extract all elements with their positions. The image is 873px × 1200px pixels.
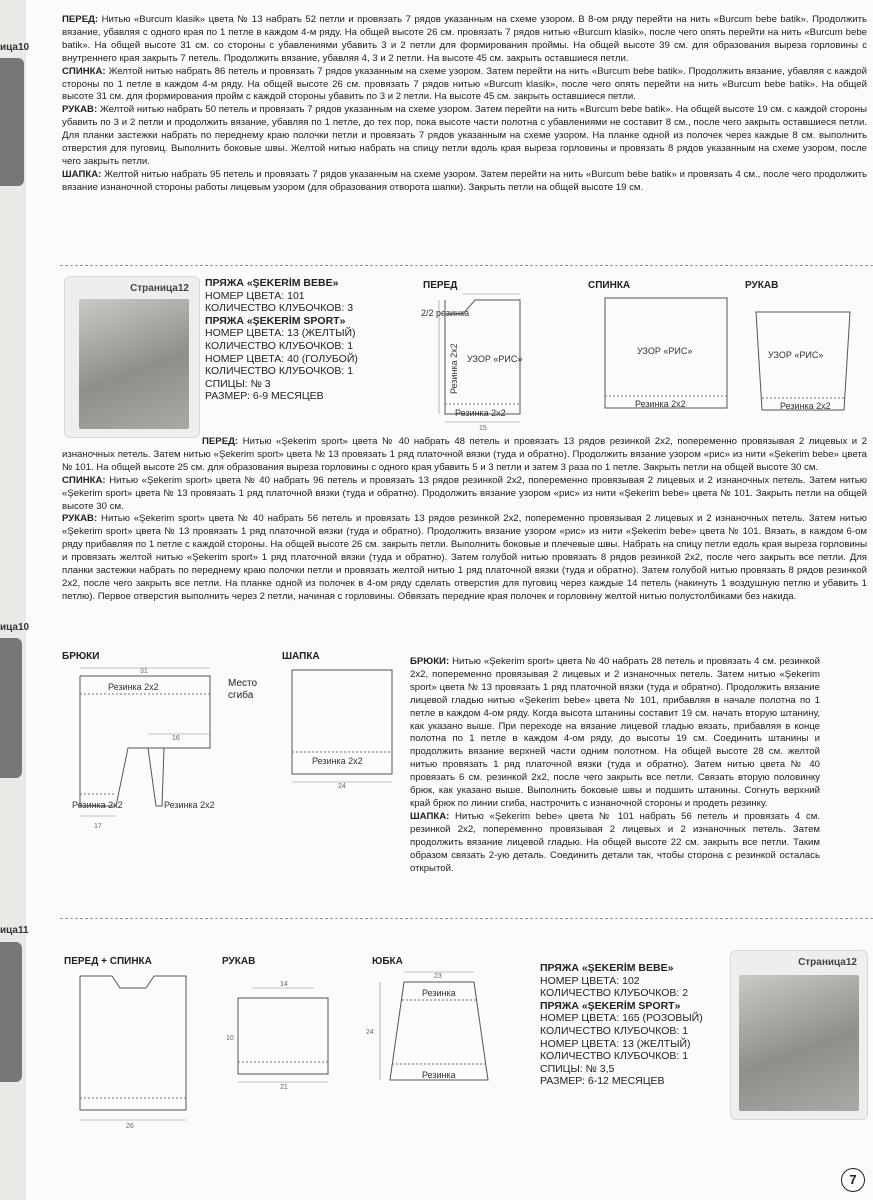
pants-waist-label: Резинка 2x2 (108, 682, 159, 692)
front-dim-bottom: 15 (479, 425, 487, 432)
instruction-back: СПИНКА: Нитью «Şekerim sport» цвета № 40 набрать 96 петель и провязать 13 рядов резинкой 2x2, попеременно провязывая 2 лицевых и 2 изнаночных петель. Затем нитью «Şekerim sport» цвета № 13 провязать 1 ряд платочной вязки (туда и обратно). Продолжить вязание узором «рис» из нити «Şekerim bebe» цвета № 101. Закрыть петли на общей высоте 30 см. (62, 474, 867, 512)
hat-bottom-label: Резинка 2x2 (312, 756, 363, 766)
sleeve-pattern-label: УЗОР «РИС» (768, 350, 824, 360)
yarn-line: ПРЯЖА «ŞEKERİM BEBE» (205, 277, 339, 289)
yarn-line: КОЛИЧЕСТВО КЛУБОЧКОВ: 3 (205, 302, 354, 315)
yarn-line: ПРЯЖА «ŞEKERİM SPORT» (540, 999, 681, 1012)
skirt-top-label: Резинка (422, 988, 456, 998)
pants-dim-mid: 16 (172, 735, 180, 742)
yarn-line: НОМЕР ЦВЕТА: 13 (ЖЕЛТЫЙ) (205, 327, 356, 340)
margin-tab-label: ица10 (0, 622, 30, 633)
yarn-line: НОМЕР ЦВЕТА: 40 (ГОЛУБОЙ) (205, 352, 358, 365)
diagram-title: ШАПКА (282, 651, 320, 662)
back-bottom-label: Резинка 2x2 (635, 399, 686, 409)
diagram-back (595, 292, 735, 417)
instruction-hat: ШАПКА: Нитью «Şekerim bebe» цвета № 101 набрать 56 петель и провязать 4 см. резинкой 2x2, попеременно провязывая 2 лицевых и 2 изнаночных петель. Затем продолжить вязание лицевой гладью. На общей высоте 22 см. закрыть все петли. Таким образом связать 2-ую деталь. Соединить детали так, чтобы сторона с резинкой осталась открытой. (410, 810, 820, 874)
section-divider (60, 265, 873, 266)
photo-baby-dress (730, 950, 868, 1120)
block-pants-instructions (410, 656, 820, 875)
page-number: 7 (841, 1168, 865, 1192)
photo-caption: Страница12 (798, 957, 857, 968)
diagram-front (415, 292, 550, 432)
pants-fold-label: Место сгиба (228, 678, 258, 701)
diagram-front-back (62, 970, 212, 1130)
instruction-pants: БРЮКИ: Нитью «Şekerim sport» цвета № 40 набрать 28 петель и провязать 4 см. резинкой 2x2, попеременно провязывая 2 лицевых и 2 изнаночных петель. Затем нитью «Şekerim sport» цвета № 13 провязать 1 ряд платочной вязки (туда и обратно). Продолжить вязание лицевой гладью нитью «Şekerim bebe» цвета № 101, прибавляя в начале полотна по 1 петле в каждом 4-ом ряду. Когда высота штанины составит 19 см. начать вторую штанину, как указано выше. При переходе на вязание лицевой гладью вязать, прибавляя в конце полотна по 1 петле в каждом 4-ом ряду, до высоты 19 см. Соединить штанины и продолжить вязание верхней части одним полотном. На общей высоте 28 см. желтой нитью провязать 1 ряд платочной вязки (туда и обратно). Затем нитью цвета № 40 провязать 6 см. резинкой 2x2, после чего закрыть все петли. Связать вторую половинку брюк, как указано выше. Выполнить боковые швы и подшить штанины. Согнуть верхний край брюк по линии сгиба, настрочить с изнаночной стороны и продеть резинку. (410, 656, 821, 809)
photo-baby-hat (64, 276, 200, 438)
diagram-title: БРЮКИ (62, 651, 100, 662)
margin-tab-label: ица11 (0, 925, 29, 936)
margin-tab-label: ица10 (0, 42, 30, 53)
diagram-sleeve-dress (222, 980, 342, 1090)
sleeve-dim-side: 10 (226, 1035, 234, 1042)
back-pattern-label: УЗОР «РИС» (637, 346, 693, 356)
diagram-sleeve (750, 298, 860, 418)
instruction-front: ПЕРЕД: Нитью «Şekerim sport» цвета № 40 набрать 48 петель и провязать 13 рядов резинкой 2x2, попеременно провязывая 2 лицевых и 2 изнаночных петель. Затем нитью «Şekerim sport» цвета № 13 провязать 1 ряд платочной вязки (туда и обратно). Продолжить вязание узором «рис» из нити «Şekerim bebe» цвета № 101. На общей высоте 25 см. для образования выреза горловины с одного края убавить 5 и 3 петли и затем 3 раза по 1 петле. Закрыть петли на общей высоте 30 см. (62, 436, 867, 473)
baby-photo-image (79, 299, 189, 429)
diagram-title: РУКАВ (745, 280, 779, 291)
yarn-line: НОМЕР ЦВЕТА: 101 (205, 289, 305, 302)
yarn-line: НОМЕР ЦВЕТА: 13 (ЖЕЛТЫЙ) (540, 1037, 691, 1050)
margin-photo-strip (0, 638, 22, 778)
skirt-dim-side: 24 (366, 1029, 374, 1036)
pants-leg-right-label: Резинка 2x2 (164, 800, 215, 810)
pants-dim-top: 31 (140, 668, 148, 675)
instruction-hat: ШАПКА: Желтой нитью набрать 95 петель и провязать 7 рядов указанным на схеме узором. Затем перейти на нить «Burcum bebe batik» и провязать 4 см., после чего продолжить вязание изнаночной стороны работы лицевым узором (для образования отворота шапки). Закрыть петли на общей высоте 19 см. (62, 168, 867, 193)
block-suit-instructions (62, 436, 867, 604)
pants-leg-left-label: Резинка 2x2 (72, 800, 123, 810)
yarn-line: КОЛИЧЕСТВО КЛУБОЧКОВ: 1 (205, 339, 354, 352)
margin-photo-strip (0, 58, 24, 186)
yarn-line: СПИЦЫ: № 3,5 (540, 1062, 615, 1075)
yarn-line: КОЛИЧЕСТВО КЛУБОЧКОВ: 1 (540, 1050, 689, 1063)
front-pattern-label: УЗОР «РИС» (467, 354, 523, 364)
sleeve-dim-top: 14 (280, 981, 288, 988)
section-divider (60, 918, 873, 919)
margin-photo-strip (0, 942, 22, 1082)
diagram-skirt (362, 968, 512, 1098)
diagram-title: ПЕРЕД + СПИНКА (64, 956, 152, 967)
yarn-line: НОМЕР ЦВЕТА: 165 (РОЗОВЫЙ) (540, 1012, 703, 1025)
yarn-line: КОЛИЧЕСТВО КЛУБОЧКОВ: 1 (205, 365, 354, 378)
instruction-sleeve: РУКАВ: Нитью «Şekerim sport» цвета № 40 набрать 56 петель и провязать 13 рядов резинкой 2x2, попеременно провязывая 2 лицевых и 2 изнаночных петель. Затем нитью «Şekerim sport» цвета № 13 провязать 1 ряд платочной вязки (туда и обратно). Продолжить вязание узором «рис» из нити «Şekerim bebe» цвета № 101. Вязать, в каждом 6-ом ряду прибавляя по 1 петле с каждой стороны. На общей высоте 26 см. закрыть петли. Выполнить боковые и плечевые швы. Набрать на спицу петли едоль края выреза горловины и провязать желтой нитью «Şekerim sport» 1 ряд платочной вязки (туда и обратно). Затем голубой нитью провязать 8 рядов резинкой 2x2, после чего закрыть все петли. Для планки застежки набрать по переднему краю полочки петли и провязать желтой нитью 1 ряд платочной вязки (туда и обратно). Затем голубой нитью провязать 8 рядов резинкой 2x2, после чего закрыть все петли. На планке одной из полочек в 4-ом ряду сделать отверстия для пуговиц через каждые 14 петель (накинуть 1 воздушную петлю и убавить 1 петлю). Первое отверстия выполнить через 2 петли, начиная с горловины. Обвязать передние края полочек и горловину желтой нитью полустолбиками без накида. (62, 513, 867, 602)
yarn-line: РАЗМЕР: 6-12 МЕСЯЦЕВ (540, 1075, 665, 1088)
front-bottom-label: Резинка 2x2 (455, 408, 506, 418)
front-back-dim-bottom: 26 (126, 1123, 134, 1130)
block-jacket-instructions (62, 14, 867, 195)
diagram-title: РУКАВ (222, 956, 256, 967)
instruction-sleeve: РУКАВ: Желтой нитью набрать 50 петель и провязать 7 рядов указанным на схеме узором. Затем перейти на нить «Burcum bebe batik». На общей высоте 19 см. с каждой стороны убавить по 3 и 2 петли и продолжить вязание, убавляя по 1 петле, до тех пор, пока высоте части полотна с убавлениями не составит 8 см., после чего закрыть оставшиеся петли. Для планки застежки набрать по переднему краю полочки петли и провязать 7 рядов указанным на схеме узором. На планке одной из полочек через каждые 8 см. выполнить отверстия для пуговиц. Выполнить боковые швы. Желтой нитью набрать на спицу петли вдоль края выреза горловины и провязать 8 рядов указанным на схеме узором, после чего закрыть петли. (62, 104, 867, 167)
photo-caption: Страница12 (130, 283, 189, 294)
skirt-dim-top: 23 (434, 973, 442, 980)
skirt-bottom-label: Резинка (422, 1070, 456, 1080)
yarn-line: КОЛИЧЕСТВО КЛУБОЧКОВ: 2 (540, 987, 689, 1000)
pants-dim-bottom: 17 (94, 823, 102, 830)
sleeve-bottom-label: Резинка 2x2 (780, 401, 831, 411)
instruction-back: СПИНКА: Желтой нитью набрать 86 петель и провязать 7 рядов указанным на схеме узором. Затем перейти на нить «Burcum bebe batik». Продолжить вязание, убавляя с каждой стороны по 1 петле в каждом 4-м ряду. На общей высоте 26 см. провязать 7 рядов нитью «Burcum klasik», после чего опять перейти на нить «Burcum bebe batik». На общей высоте 31 см. для формирования пройм с каждой стороны убавить по 3 и 2 петли. На высоте 45 см. закрыть оставшиеся петли. (62, 65, 867, 103)
front-side-label: Резинка 2x2 (449, 343, 459, 394)
diagram-title: ПЕРЕД (423, 280, 458, 291)
diagram-pants (60, 664, 235, 836)
hat-dim-bottom: 24 (338, 783, 346, 789)
diagram-hat (282, 664, 402, 789)
diagram-title: СПИНКА (588, 280, 631, 291)
yarn-line: НОМЕР ЦВЕТА: 102 (540, 974, 640, 987)
yarn-list (540, 962, 703, 1088)
diagram-title: ЮБКА (372, 956, 403, 967)
front-top-label: 2/2 резинка (421, 308, 470, 318)
yarn-line: РАЗМЕР: 6-9 МЕСЯЦЕВ (205, 390, 324, 403)
instruction-front: ПЕРЕД: Нитью «Burcum klasik» цвета № 13 набрать 52 петли и провязать 7 рядов указанным на схеме узором. В 8-ом ряду перейти на нить «Burcum bebe batik». Продолжить вязание, убавляя с одного края по 1 петле в каждом 4-м ряду. На общей высоте 26 см. провязать 7 рядов нитью «Burcum klasik», после чего опять перейти на нить «Burcum bebe batik». На общей высоте 31 см. со стороны с убавлениями убавить 3 и 2 петли для формирования проймы. На общей высоте 39 см. для образования выреза горловины с внутреннего края закрыть 7 петель. Продолжить вязание, убавляя 4, 3 и 2 петли. На высоте 45 см. закрыть оставшиеся петли. (62, 14, 868, 64)
baby-photo-image (739, 975, 859, 1111)
yarn-line: ПРЯЖА «ŞEKERİM BEBE» (540, 962, 674, 974)
yarn-line: ПРЯЖА «ŞEKERİM SPORT» (205, 314, 346, 327)
yarn-list (205, 277, 358, 403)
yarn-line: СПИЦЫ: № 3 (205, 377, 271, 390)
sleeve-dim-bottom: 21 (280, 1084, 288, 1090)
yarn-line: КОЛИЧЕСТВО КЛУБОЧКОВ: 1 (540, 1024, 689, 1037)
